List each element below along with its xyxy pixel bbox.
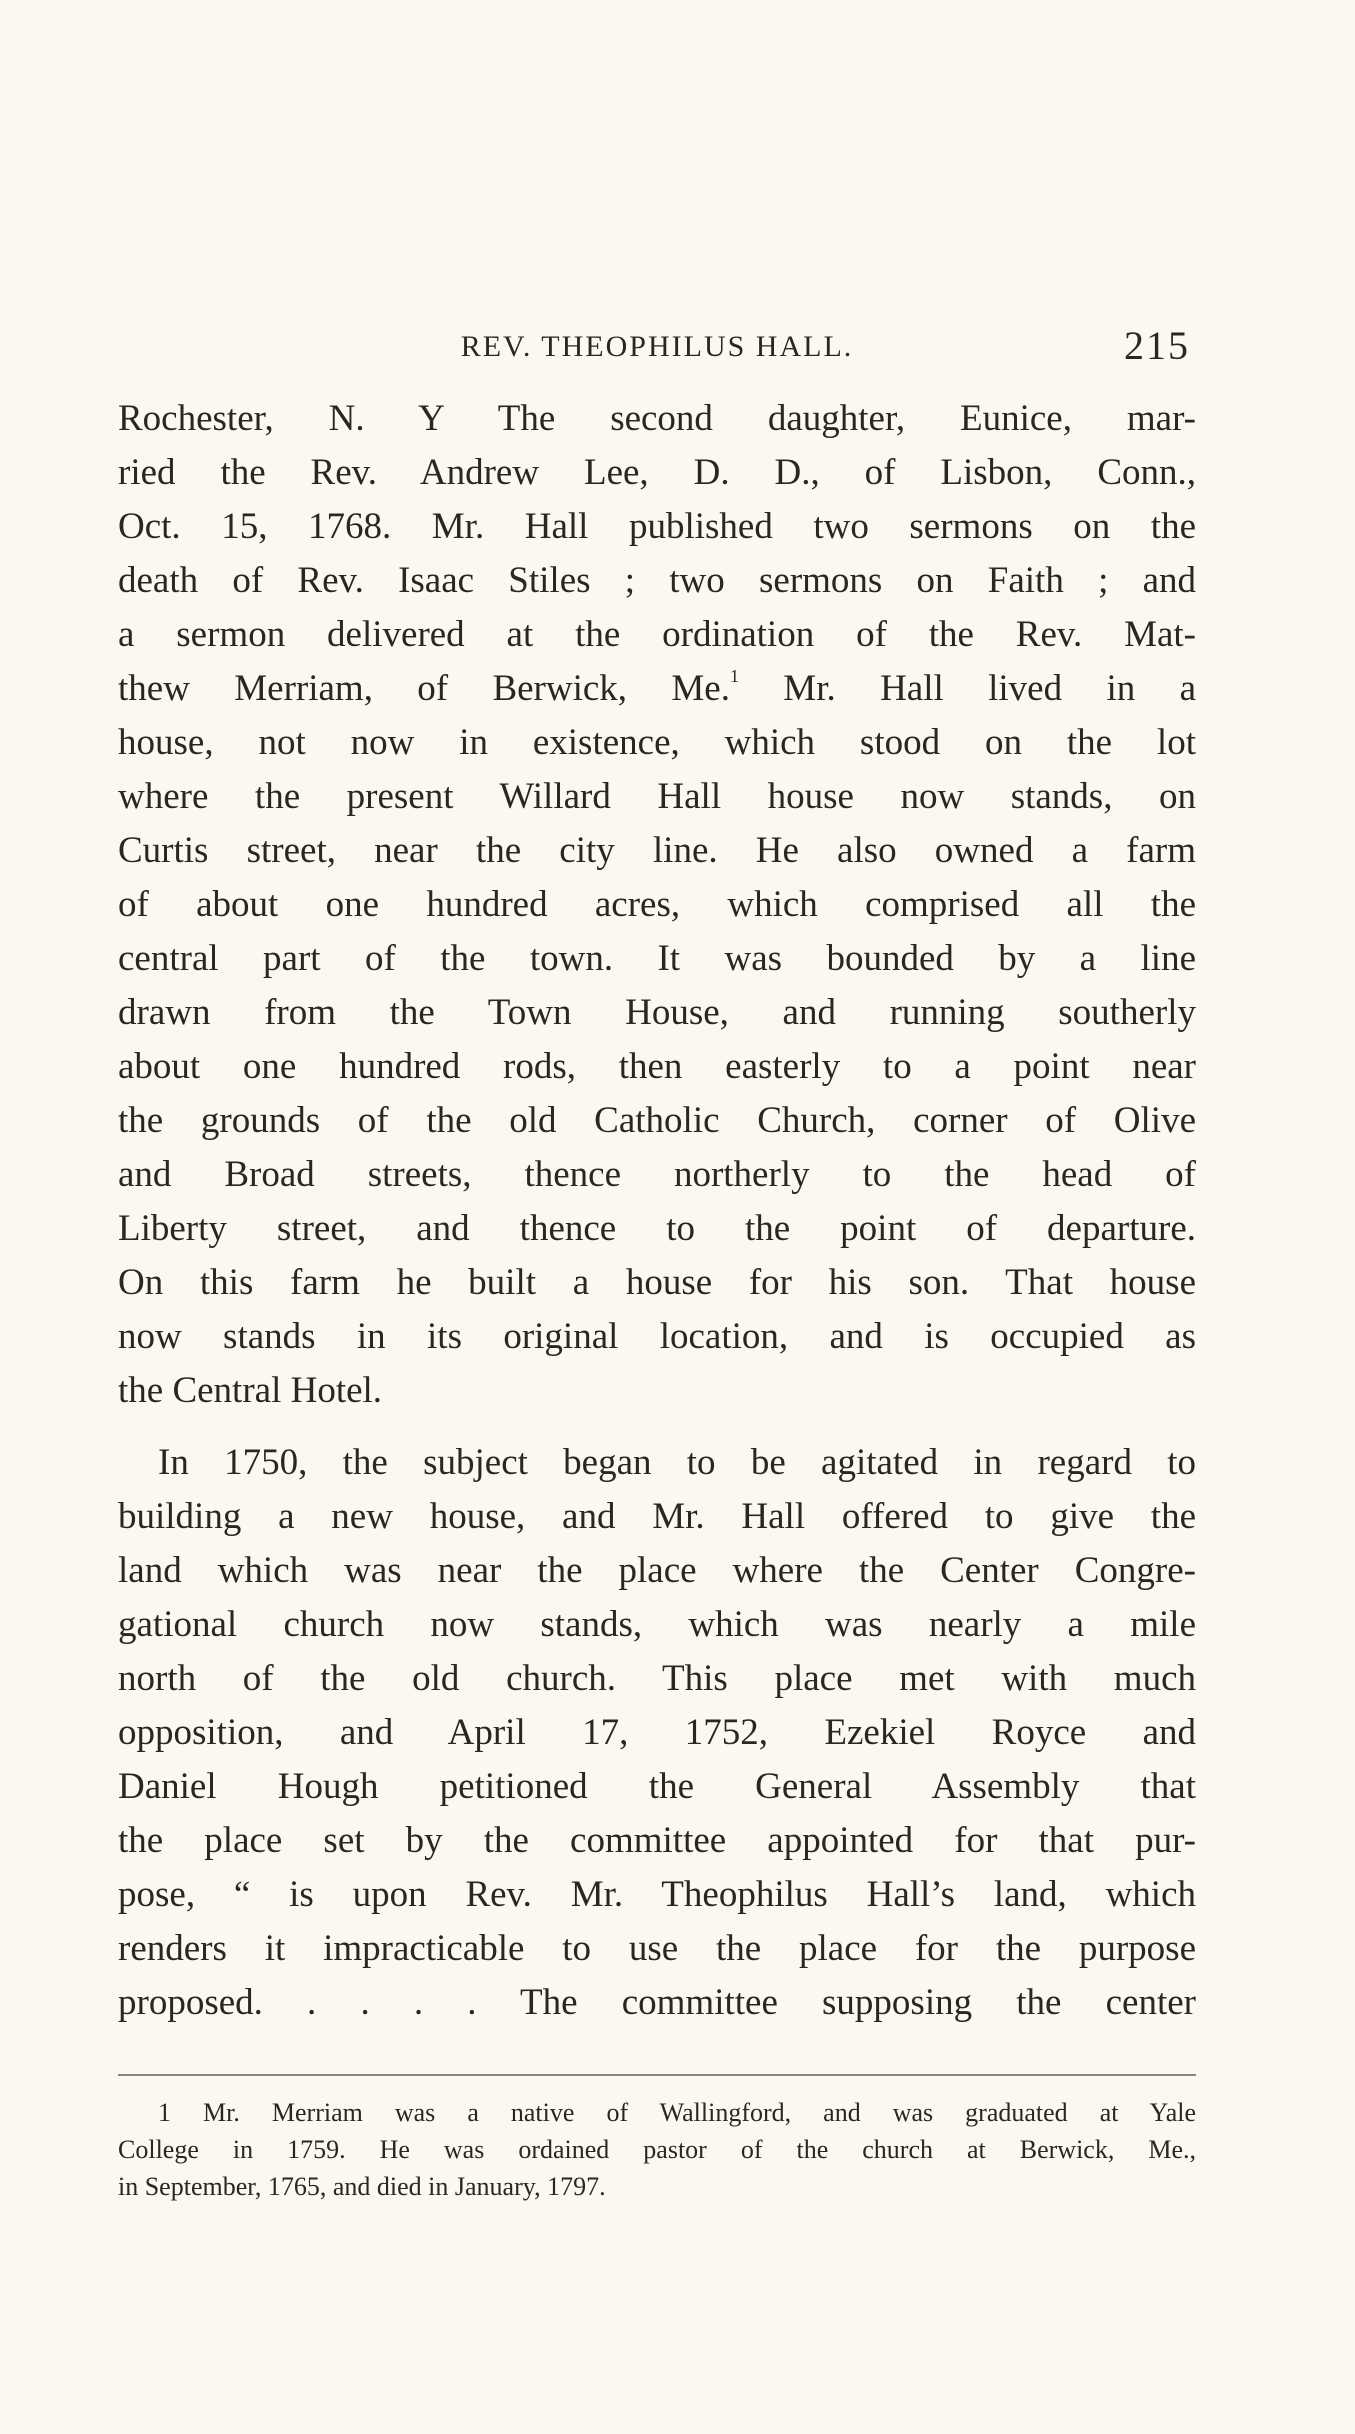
text-line: proposed. . . . . The committee supposing the center — [118, 1982, 1196, 2023]
text-line: land which was near the place where the Center Congre- — [118, 1550, 1196, 1591]
footnote-reference: 1 — [729, 666, 739, 686]
footnote-line: 1 Mr. Merriam was a native of Wallingford, and was graduated at Yale — [158, 2098, 1196, 2127]
text-line: ried the Rev. Andrew Lee, D. D., of Lisbon, Conn., — [118, 452, 1196, 493]
text-line: the grounds of the old Catholic Church, corner of Olive — [118, 1100, 1196, 1141]
text-line: Liberty street, and thence to the point of departure. — [118, 1208, 1196, 1249]
text-line: renders it impracticable to use the place for the purpose — [118, 1928, 1196, 1969]
text-line: gational church now stands, which was nearly a mile — [118, 1604, 1196, 1645]
paragraph-gap — [118, 1418, 1196, 1436]
body-text — [118, 392, 1196, 2030]
text-line: Curtis street, near the city line. He also owned a farm — [118, 830, 1196, 871]
text-segment: thew Merriam, of Berwick, Me. — [118, 668, 730, 709]
text-line: Daniel Hough petitioned the General Assembly that — [118, 1766, 1196, 1807]
text-line: now stands in its original location, and is occupied as — [118, 1316, 1196, 1357]
text-line: central part of the town. It was bounded by a line — [118, 938, 1196, 979]
footnote-divider — [118, 2074, 1196, 2076]
text-line: the place set by the committee appointed for that pur- — [118, 1820, 1196, 1861]
text-line: building a new house, and Mr. Hall offered to give the — [118, 1496, 1196, 1537]
page-number: 215 — [1124, 323, 1190, 368]
text-line: Rochester, N. Y The second daughter, Eunice, mar- — [118, 398, 1196, 439]
footnotes — [118, 2094, 1196, 2205]
text-line: pose, “ is upon Rev. Mr. Theophilus Hall’s land, which — [118, 1874, 1196, 1915]
text-line: death of Rev. Isaac Stiles ; two sermons on Faith ; and — [118, 560, 1196, 601]
text-line: the Central Hotel. — [118, 1370, 383, 1411]
text-line: Oct. 15, 1768. Mr. Hall published two sermons on the — [118, 506, 1196, 547]
text-line: opposition, and April 17, 1752, Ezekiel Royce and — [118, 1712, 1196, 1753]
footnote-line: College in 1759. He was ordained pastor of the church at Berwick, Me., — [118, 2135, 1196, 2164]
footnote-line: in September, 1765, and died in January, 1797. — [118, 2172, 606, 2201]
text-line: north of the old church. This place met with much — [118, 1658, 1196, 1699]
text-line: On this farm he built a house for his son. That house — [118, 1262, 1196, 1303]
text-line: drawn from the Town House, and running southerly — [118, 992, 1196, 1033]
running-title: REV. THEOPHILUS HALL. — [460, 330, 854, 363]
text-line: about one hundred rods, then easterly to a point near — [118, 1046, 1196, 1087]
text-line: In 1750, the subject began to be agitated in regard to — [158, 1442, 1196, 1483]
text-line: house, not now in existence, which stood on the lot — [118, 722, 1196, 763]
text-line: where the present Willard Hall house now stands, on — [118, 776, 1196, 817]
text-line: and Broad streets, thence northerly to the head of — [118, 1154, 1196, 1195]
text-segment: Mr. Hall lived in a — [738, 668, 1196, 709]
text-line: of about one hundred acres, which comprised all the — [118, 884, 1196, 925]
text-line-with-footnote-ref — [118, 662, 1196, 716]
running-head — [118, 322, 1196, 372]
text-line: a sermon delivered at the ordination of the Rev. Mat- — [118, 614, 1196, 655]
